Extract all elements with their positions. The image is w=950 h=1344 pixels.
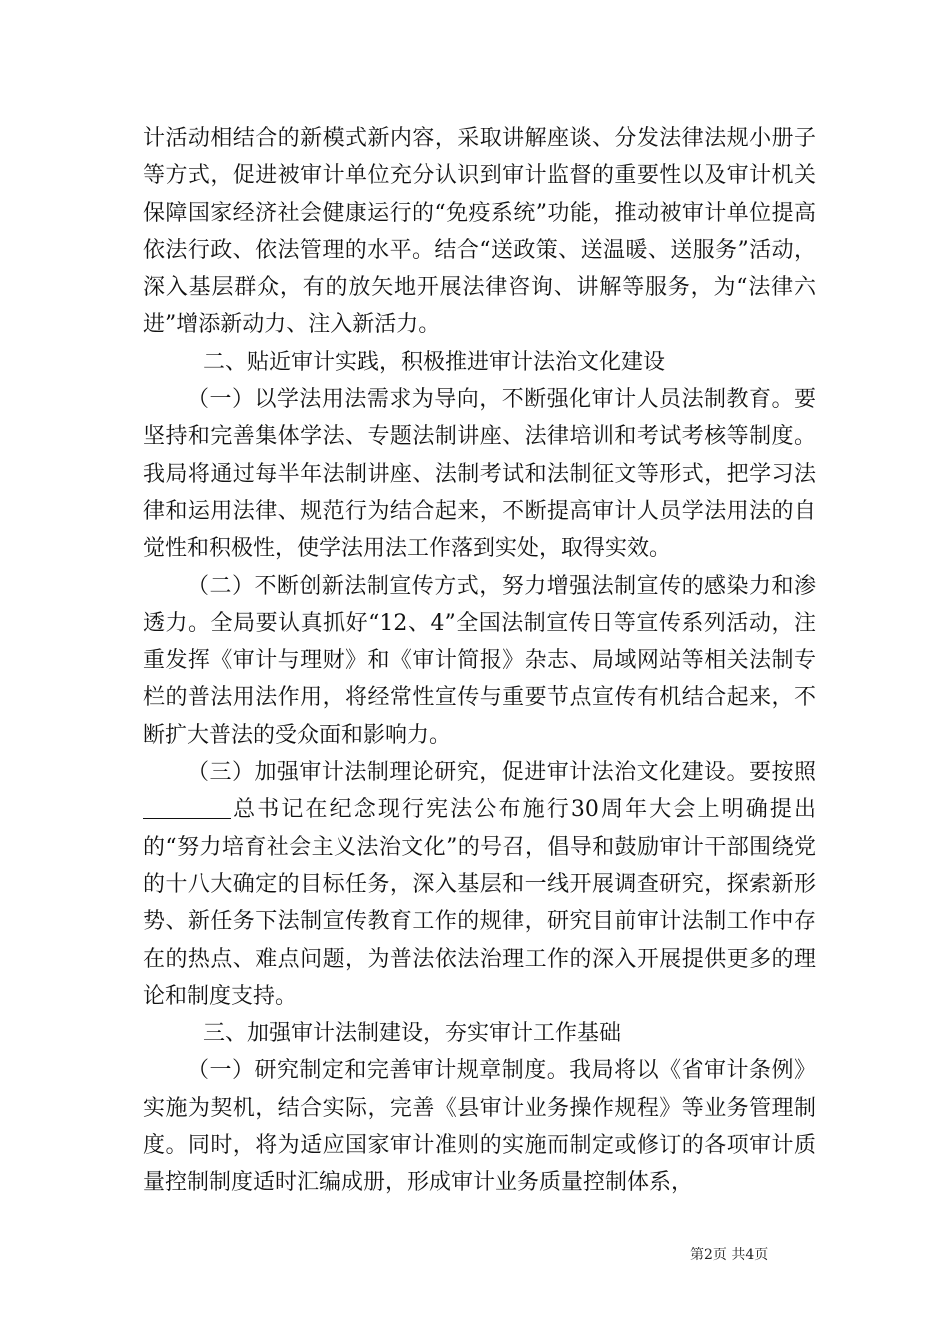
section-heading-2: 二、贴近审计实践，积极推进审计法治文化建设: [203, 349, 666, 375]
section-heading-3: 三、加强审计法制建设，夯实审计工作基础: [203, 1021, 622, 1047]
paragraph-continued: 计活动相结合的新模式新内容，采取讲解座谈、分发法律法规小册子等方式，促进被审计单位充分认识到审计监督的重要性以及审计机关保障国家经济社会健康运行的“免疫系统”功能，推动被审计单位提高依法行政、依法管理的水平。结合“送政策、送温暖、送服务”活动，深入基层群众，有的放矢地开展法律咨询、讲解等服务，为“法律六进”增添新动力、注入新活力。: [143, 126, 816, 338]
paragraph-2-3: [143, 754, 816, 1015]
page-number-footer: 第2页 共4页: [690, 1247, 769, 1263]
paragraph-2-3-start: （三）加强审计法制理论研究，促进审计法治文化建设。要按照: [187, 760, 816, 786]
paragraph-2-1: （一）以学法用法需求为导向，不断强化审计人员法制教育。要坚持和完善集体学法、专题法制讲座、法律培训和考试考核等制度。我局将通过每半年法制讲座、法制考试和法制征文等形式，把学习法律和运用法律、规范行为结合起来，不断提高审计人员学法用法的自觉性和积极性，使学法用法工作落到实处，取得实效。: [143, 387, 816, 562]
paragraph-2-3-end: 总书记在纪念现行宪法公布施行30周年大会上明确提出的“努力培育社会主义法治文化”的号召，倡导和鼓励审计干部围绕党的十八大确定的目标任务，深入基层和一线开展调查研究，探索新形势、新任务下法制宣传教育工作的规律，研究目前审计法制工作中存在的热点、难点问题，为普法依法治理工作的深入开展提供更多的理论和制度支持。: [143, 797, 816, 1009]
document-body: [143, 120, 816, 1202]
paragraph-2-2: （二）不断创新法制宣传方式，努力增强法制宣传的感染力和渗透力。全局要认真抓好“12、4”全国法制宣传日等宣传系列活动，注重发挥《审计与理财》和《审计简报》杂志、局域网站等相关法制专栏的普法用法作用，将经常性宣传与重要节点宣传有机结合起来，不断扩大普法的受众面和影响力。: [143, 573, 816, 748]
paragraph-3-1: （一）研究制定和完善审计规章制度。我局将以《省审计条例》实施为契机，结合实际，完善《县审计业务操作规程》等业务管理制度。同时，将为适应国家审计准则的实施而制定或修订的各项审计质量控制制度适时汇编成册，形成审计业务质量控制体系，: [143, 1058, 816, 1196]
blank-underline: [143, 817, 231, 819]
